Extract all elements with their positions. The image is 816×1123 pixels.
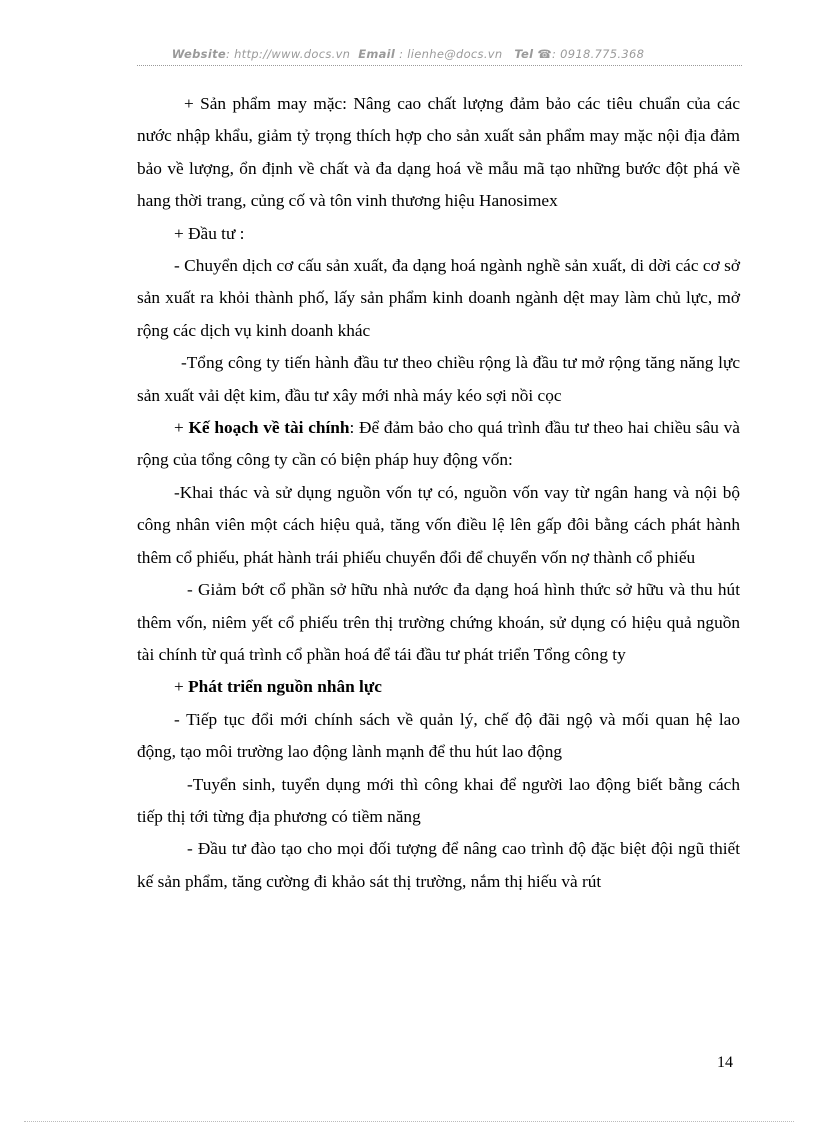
paragraph-ke-hoach-tai-chinh — [137, 412, 740, 477]
paragraph-khai-thac: -Khai thác và sử dụng nguồn vốn tự có, nguồn vốn vay từ ngân hang và nội bộ công nhân viên một cách hiệu quả, tăng vốn điều lệ lên gấp đôi bằng cách phát hành thêm cổ phiếu, phát hành trái phiếu chuyển đổi để chuyển vốn nợ thành cổ phiếu — [137, 482, 740, 567]
paragraph-san-pham-may-mac: + Sản phẩm may mặc: Nâng cao chất lượng đảm bảo các tiêu chuẩn của các nước nhập khẩu, giảm tỷ trọng thích hợp cho sản xuất sản phẩm may mặc nội địa đảm bảo về lượng, ổn định về chất và đa dạng hoá về mẫu mã tạo những bước đột phá về hang thời trang, củng cố và tôn vinh thương hiệu Hanosimex — [137, 94, 740, 211]
phone-icon: ☎ — [537, 47, 552, 61]
email-value: : lienhe@docs.vn — [399, 47, 503, 61]
paragraph-tiep-tuc: - Tiếp tục đổi mới chính sách về quản lý, chế độ đãi ngộ và mối quan hệ lao động, tạo môi trường lao động lành mạnh để thu hút lao động — [137, 709, 740, 762]
ke-hoach-text: : Để đảm bảo cho quá trình đầu tư theo hai chiều sâu và rộng của tổng công ty cần có biện pháp huy động vốn: — [137, 418, 740, 470]
website-label: Website — [171, 47, 226, 61]
paragraph-chuyen-dich: - Chuyển dịch cơ cấu sản xuất, đa dạng hoá ngành nghề sản xuất, di dời các cơ sở sản xuất ra khỏi thành phố, lấy sản phẩm kinh doanh ngành dệt may làm chủ lực, mở rộng các dịch vụ kinh doanh khác — [137, 256, 740, 340]
paragraph-tuyen-sinh: -Tuyển sinh, tuyển dụng mới thì công khai để người lao động biết bằng cách tiếp thị tới từng địa phương có tiềm năng — [137, 774, 740, 826]
paragraph-dau-tu-heading: + Đầu tư : — [174, 223, 245, 243]
page-number: 14 — [717, 1054, 733, 1071]
tel-label: Tel — [514, 47, 534, 61]
nhan-luc-prefix: + — [174, 677, 189, 697]
page-header — [0, 47, 816, 61]
ke-hoach-heading: Kế hoạch về tài chính — [188, 418, 350, 438]
paragraph-nhan-luc-heading — [137, 671, 740, 703]
paragraph-giam-bot: - Giảm bớt cổ phần sở hữu nhà nước đa dạng hoá hình thức sở hữu và thu hút thêm vốn, niêm yết cổ phiếu trên thị trường chứng khoán, sử dụng có hiệu quả nguồn tài chính từ quá trình cổ phần hoá để tái đầu tư phát triển Tổng công ty — [137, 580, 740, 664]
paragraph-tong-cong-ty: -Tổng công ty tiến hành đầu tư theo chiều rộng là đầu tư mở rộng tăng năng lực sản xuất vải dệt kim, đầu tư xây mới nhà máy kéo sợi nồi cọc — [137, 353, 740, 405]
document-body — [137, 88, 740, 898]
website-value: : http://www.docs.vn — [225, 47, 351, 61]
ke-hoach-prefix: + — [174, 418, 189, 438]
paragraph-dau-tu-dao-tao: - Đầu tư đào tạo cho mọi đối tượng để nâng cao trình độ đặc biệt đội ngũ thiết kế sản phẩm, tăng cường đi khảo sát thị trường, nắm thị hiếu và rút — [137, 839, 740, 891]
email-label: Email — [358, 47, 396, 61]
tel-value: : 0918.775.368 — [551, 47, 645, 61]
header-divider — [137, 65, 742, 66]
nhan-luc-heading: Phát triển nguồn nhân lực — [188, 677, 382, 697]
footer-divider — [24, 1121, 794, 1122]
